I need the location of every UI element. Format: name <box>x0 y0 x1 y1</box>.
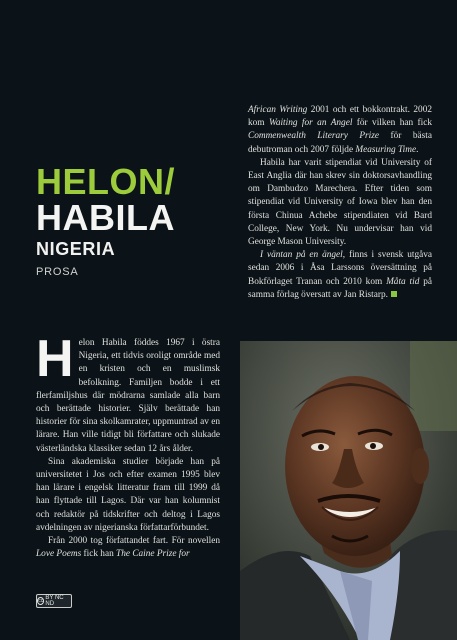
italic-title: Waiting for an Angel <box>268 118 353 129</box>
text-span: . <box>416 144 419 155</box>
creative-commons-icon: cc <box>38 598 44 604</box>
end-mark-square <box>391 291 397 297</box>
italic-title: Measuring Time <box>355 144 417 155</box>
text-span: , finns i svensk utgåva sedan 2006 i Åsa Larssons översättning på Bokförlaget Tranan och 2010 kom <box>248 250 432 287</box>
italic-title: Love Poems <box>36 549 82 560</box>
italic-title: The Caine Prize for <box>116 549 190 560</box>
text-span: fick han <box>81 549 117 560</box>
left-paragraph-2: Sina akademiska studier började han på universitetet i Jos och efter examen 1995 blev han lärare i engelsk litteratur fram till 1999 då han flyttade till Lagos. Där var han kolumnist och redaktör på tidskrifter och deltog i Lagos avdelningen av nigerianska författarförbundet. <box>36 456 220 533</box>
genre-label: PROSA <box>36 266 79 278</box>
country-label: NIGERIA <box>36 239 116 259</box>
text-span: för bästa debutroman och 2007 följde <box>248 131 432 155</box>
left-paragraph-3 <box>36 535 220 561</box>
left-text-column <box>36 330 220 561</box>
italic-title: Måta tid <box>386 276 420 287</box>
right-paragraph-2: Habila har varit stipendiat vid University of East Anglia där han skrev sin doktorsavhandling om Dambudzo Marechera. Efter tiden som stipendiat vid University of Iowa blev han den första Chinua Achebe stipendiaten vid Bard College, New York. Nu undervisar han vid George Mason University. <box>248 157 432 248</box>
text-span: på samma förlag översatt av Jan Ristarp. <box>248 276 432 300</box>
author-last-name: HABILA <box>36 197 175 238</box>
portrait-illustration <box>240 341 457 640</box>
license-badge <box>36 594 72 608</box>
italic-title: I väntan på en ängel <box>260 250 343 261</box>
left-paragraph-1 <box>36 330 220 456</box>
author-portrait-photo <box>240 341 457 640</box>
italic-title: African Writing <box>248 105 308 115</box>
drop-cap: H <box>36 330 74 388</box>
text-span: Från 2000 tog författandet fart. För novellen <box>48 536 220 547</box>
author-first-name: HELON/ <box>36 161 176 202</box>
right-text-column <box>248 104 432 302</box>
license-label: BY NC ND <box>45 595 64 607</box>
text-span: 2001 och ett bokkontrakt. 2002 kom <box>248 105 432 129</box>
text-span: för vilken han fick <box>352 118 432 129</box>
text-span: elon Habila föddes 1967 i östra Nigeria, ett tidvis oroligt område med en kristen och en muslimsk befolkning. Familjen bodde i ett flerfamiljshus där mödrarna samlade alla barn och berättade historier. Själv berättade han historier för sina skolkamrater, uppmuntrad av en lärare. Han ville tidigt bli författare och slukade västerländska klassiker sedan 12 års ålder. <box>36 338 220 454</box>
right-paragraph-3 <box>248 249 432 302</box>
italic-title: Commenwealth Literary Prize <box>248 131 379 142</box>
right-paragraph-1 <box>248 104 432 157</box>
